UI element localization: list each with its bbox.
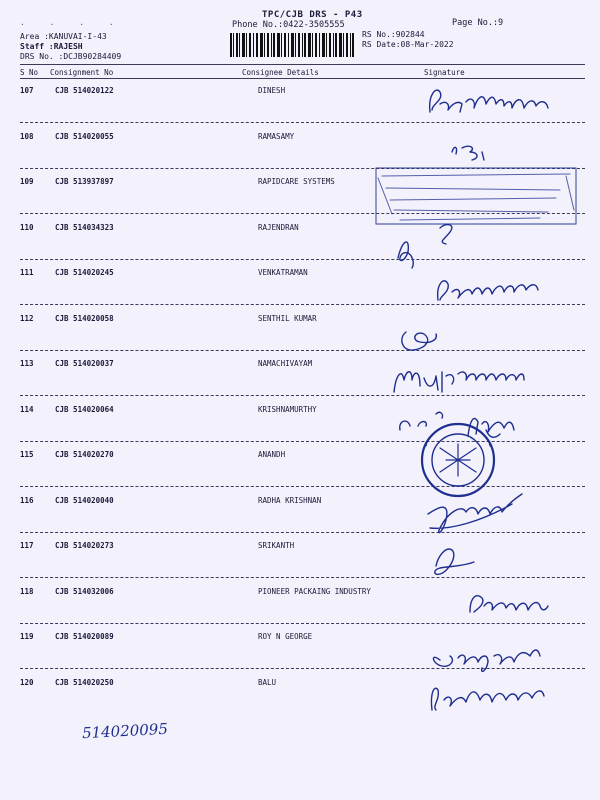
signature-113 [394, 372, 524, 392]
col-sno: S No [20, 68, 39, 77]
company-stamp [376, 168, 576, 224]
row-sno: 111 [20, 268, 34, 277]
signature-118 [470, 596, 548, 612]
row-consignment: CJB 513937897 [55, 177, 114, 186]
row-sno: 107 [20, 86, 34, 95]
row-consignee: BALU [258, 678, 277, 687]
handwritten-note: 514020095 [81, 719, 169, 743]
row-consignee: RAPIDCARE SYSTEMS [258, 177, 335, 186]
col-signature: Signature [424, 68, 465, 77]
row-consignment: CJB 514034323 [55, 223, 114, 232]
row-consignee: SRIKANTH [258, 541, 295, 550]
row-sno: 109 [20, 177, 34, 186]
signature-107 [430, 90, 548, 112]
col-consignee: Consignee Details [242, 68, 319, 77]
row-sno: 110 [20, 223, 34, 232]
row-sno: 112 [20, 314, 34, 323]
row-consignment: CJB 514020064 [55, 405, 114, 414]
signature-116 [428, 494, 522, 533]
row-consignment: CJB 514020250 [55, 678, 114, 687]
row-consignee: RAMASAMY [258, 132, 295, 141]
drs-number: DRS No. :DCJB90284409 [20, 52, 122, 61]
row-sno: 113 [20, 359, 34, 368]
phone-number: Phone No.:0422-3505555 [232, 20, 345, 30]
row-consignment: CJB 514020058 [55, 314, 114, 323]
row-consignment: CJB 514032006 [55, 587, 114, 596]
row-consignee: DINESH [258, 86, 286, 95]
signature-120 [431, 688, 544, 710]
row-consignee: ROY N GEORGE [258, 632, 313, 641]
signature-119 [433, 650, 540, 671]
row-consignee: VENKATRAMAN [258, 268, 308, 277]
row-consignee: PIONEER PACKAING INDUSTRY [258, 587, 371, 596]
signature-108 [452, 146, 484, 160]
rs-date: RS Date:08-Mar-2022 [362, 40, 454, 49]
document-title: TPC/CJB DRS - P43 [262, 10, 363, 20]
signature-111 [438, 281, 538, 300]
signature-117 [435, 549, 474, 574]
top-marks: . . . . [20, 18, 124, 27]
row-consignment: CJB 514020245 [55, 268, 114, 277]
row-consignee: NAMACHIVAYAM [258, 359, 313, 368]
col-consignment: Consignment No [50, 68, 114, 77]
page-number: Page No.:9 [452, 18, 504, 28]
row-sno: 117 [20, 541, 34, 550]
row-sno: 120 [20, 678, 34, 687]
row-consignment: CJB 514020122 [55, 86, 114, 95]
row-sno: 119 [20, 632, 34, 641]
row-consignment: CJB 514020040 [55, 496, 114, 505]
row-consignee: RAJENDRAN [258, 223, 299, 232]
area-label: Area :KANUVAI-I-43 [20, 32, 107, 41]
row-sno: 115 [20, 450, 34, 459]
signature-110 [398, 225, 452, 268]
row-consignment: CJB 514020037 [55, 359, 114, 368]
row-sno: 108 [20, 132, 34, 141]
row-consignee: KRISHNAMURTHY [258, 405, 317, 414]
signature-112 [402, 332, 436, 350]
row-consignee: RADHA KRISHNAN [258, 496, 322, 505]
row-consignment: CJB 514020055 [55, 132, 114, 141]
row-consignee: ANANDH [258, 450, 286, 459]
row-consignment: CJB 514020089 [55, 632, 114, 641]
row-sno: 116 [20, 496, 34, 505]
staff-label: Staff :RAJESH [20, 42, 83, 51]
row-consignee: SENTHIL KUMAR [258, 314, 317, 323]
round-stamp [422, 424, 494, 496]
row-consignment: CJB 514020270 [55, 450, 114, 459]
row-sno: 118 [20, 587, 34, 596]
row-consignment: CJB 514020273 [55, 541, 114, 550]
rs-number: RS No.:902844 [362, 30, 425, 39]
row-sno: 114 [20, 405, 34, 414]
